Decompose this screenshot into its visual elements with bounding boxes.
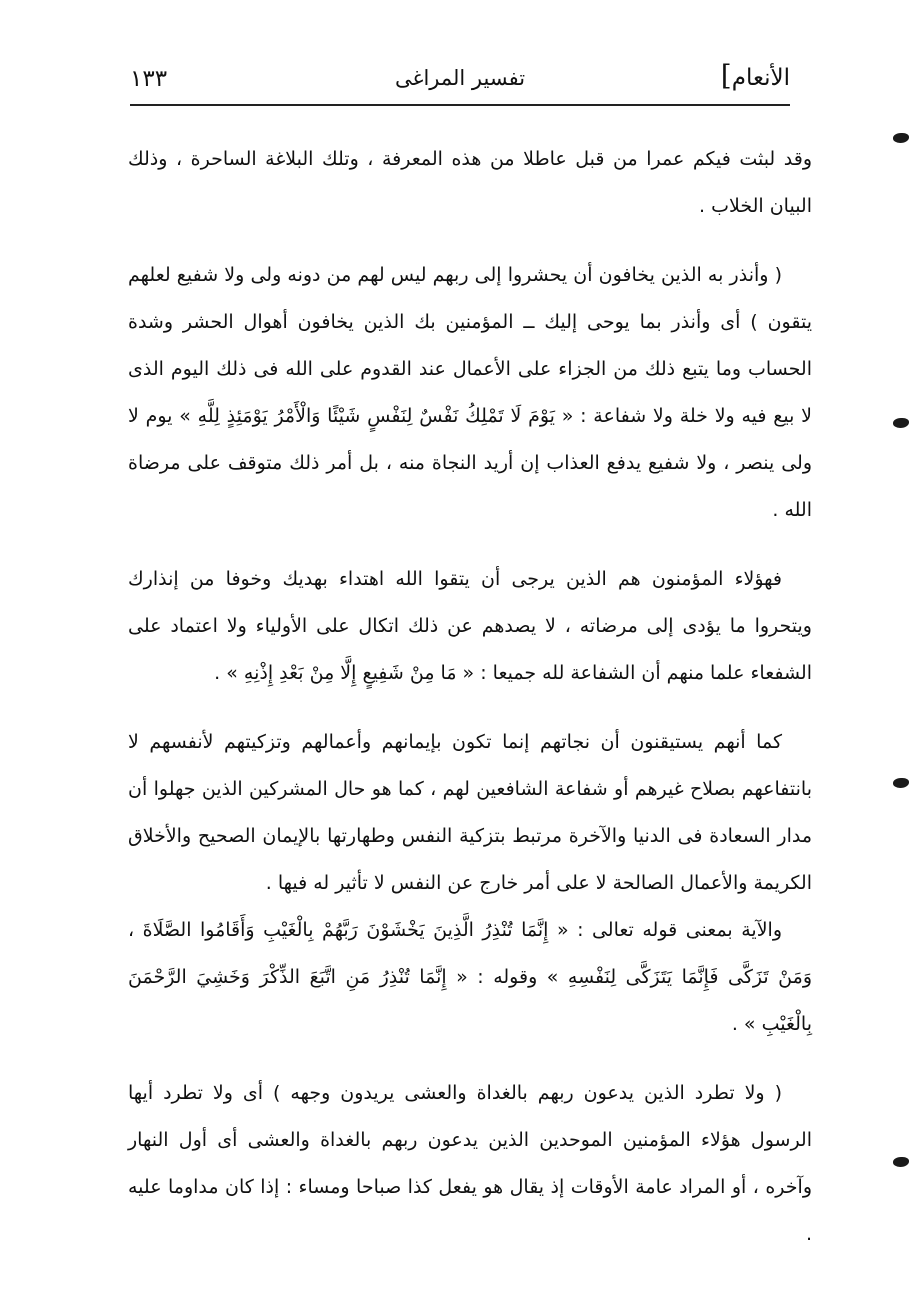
paragraph: فهؤلاء المؤمنون هم الذين يرجى أن يتقوا الله اهتداء بهديك وخوفا من إنذارك ويتحروا ما يؤدى إلى مرضاته ، لا يصدهم عن ذلك اتكال على الأولياء ولا اعتماد على الشفعاء علما منهم أن الشفاعة لله جميعا : « مَا مِنْ شَفِيعٍ إِلَّا مِنْ بَعْدِ إِذْنِهِ » . <box>128 568 812 684</box>
margin-ink-blot <box>893 1157 909 1167</box>
running-header <box>130 58 790 98</box>
margin-ink-blot <box>893 778 909 788</box>
page-number: ١٣٣ <box>130 66 168 92</box>
book-title: تفسير المراغى <box>394 66 526 90</box>
chapter-name: الأنعام <box>731 65 790 91</box>
margin-ink-blot <box>893 418 909 428</box>
header-rule <box>130 104 790 106</box>
page-body <box>128 136 812 1280</box>
header-bracket: ] <box>720 59 732 92</box>
paragraph: ( وأنذر به الذين يخافون أن يحشروا إلى ربهم ليس لهم من دونه ولى ولا شفيع لعلهم يتقون ) أى وأنذر بما يوحى إليك ــ المؤمنين بك الذين يخافون أهوال الحشر وشدة الحساب وما يتبع ذلك من الجزاء على الأعمال عند القدوم على الله فى ذلك اليوم الذى لا بيع فيه ولا خلة ولا شفاعة : « يَوْمَ لَا تَمْلِكُ نَفْسٌ لِنَفْسٍ شَيْئًا وَالْأَمْرُ يَوْمَئِذٍ لِلَّهِ » يوم لا ولى ينصر ، ولا شفيع يدفع العذاب إن أريد النجاة منه ، بل أمر ذلك متوقف على مرضاة الله . <box>128 264 812 521</box>
margin-ink-blot <box>893 133 909 143</box>
paragraph: وقد لبثت فيكم عمرا من قبل عاطلا من هذه المعرفة ، وتلك البلاغة الساحرة ، وذلك البيان الخلاب . <box>128 148 812 217</box>
paragraph: ( ولا تطرد الذين يدعون ربهم بالغداة والعشى يريدون وجهه ) أى ولا تطرد أيها الرسول هؤلاء المؤمنين الموحدين الذين يدعون ربهم بالغداة والعشى أى أول النهار وآخره ، أو المراد عامة الأوقات إذ يقال هو يفعل كذا صباحا ومساء : إذا كان مداوما عليه . <box>128 1082 812 1245</box>
paragraph: كما أنهم يستيقنون أن نجاتهم إنما تكون بإيمانهم وأعمالهم وتزكيتهم لأنفسهم لا بانتفاعهم بصلاح غيرهم أو شفاعة الشافعين لهم ، كما هو حال المشركين الذين جهلوا أن مدار السعادة فى الدنيا والآخرة مرتبط بتزكية النفس وطهارتها بالإيمان الصحيح والأخلاق الكريمة والأعمال الصالحة لا على أمر خارج عن النفس لا تأثير له فيها . <box>128 731 812 894</box>
paragraph: والآية بمعنى قوله تعالى : « إِنَّمَا تُنْذِرُ الَّذِينَ يَخْشَوْنَ رَبَّهُمْ بِالْغَيْبِ وَأَقَامُوا الصَّلَاةَ ، وَمَنْ تَزَكَّى فَإِنَّمَا يَتَزَكَّى لِنَفْسِهِ » وقوله : « إِنَّمَا تُنْذِرُ مَنِ اتَّبَعَ الذِّكْرَ وَخَشِيَ الرَّحْمَنَ بِالْغَيْبِ » . <box>128 919 812 1035</box>
